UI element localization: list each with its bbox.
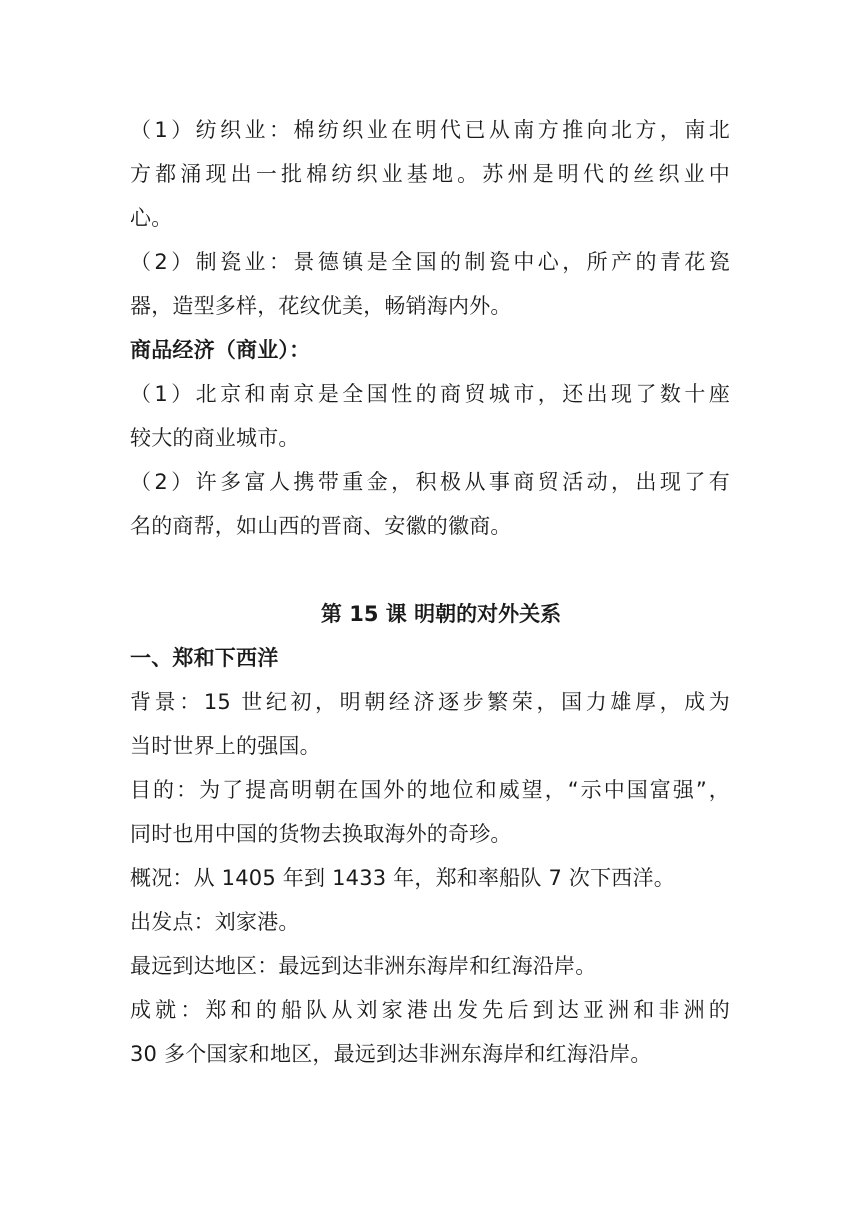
porcelain-paragraph-line-1: （2）制瓷业：景德镇是全国的制瓷中心，所产的青花瓷 [130, 250, 730, 274]
achievement-line-2: 30 多个国家和地区，最远到达非洲东海岸和红海沿岸。 [130, 1042, 652, 1066]
achievement-line-1: 成就：郑和的船队从刘家港出发先后到达亚洲和非洲的 [130, 998, 730, 1022]
document-page [130, 108, 730, 1076]
blank-line [130, 548, 730, 592]
section-heading-zheng-he: 一、郑和下西洋 [130, 646, 279, 670]
background-line-1: 背景：15 世纪初，明朝经济逐步繁荣，国力雄厚，成为 [130, 690, 730, 714]
overview-line: 概况：从 1405 年到 1433 年，郑和率船队 7 次下西洋。 [130, 866, 675, 890]
textile-paragraph-line-3: 心。 [130, 206, 173, 230]
commerce-item1-line-2: 较大的商业城市。 [130, 426, 300, 450]
farthest-line: 最远到达地区：最远到达非洲东海岸和红海沿岸。 [130, 954, 597, 978]
commerce-item1-line-1: （1）北京和南京是全国性的商贸城市，还出现了数十座 [130, 382, 730, 406]
textile-paragraph-line-1: （1）纺织业：棉纺织业在明代已从南方推向北方，南北 [130, 118, 730, 142]
textile-paragraph-line-2: 方都涌现出一批棉纺织业基地。苏州是明代的丝织业中 [130, 162, 730, 186]
background-line-2: 当时世界上的强国。 [130, 734, 321, 758]
purpose-line-1: 目的：为了提高明朝在国外的地位和威望，“示中国富强”， [130, 778, 730, 802]
departure-line: 出发点：刘家港。 [130, 910, 300, 934]
commerce-item2-line-1: （2）许多富人携带重金，积极从事商贸活动，出现了有 [130, 470, 730, 494]
porcelain-paragraph-line-2: 器，造型多样，花纹优美，畅销海内外。 [130, 294, 512, 318]
purpose-line-2: 同时也用中国的货物去换取海外的奇珍。 [130, 822, 512, 846]
commerce-heading: 商品经济（商业）： [130, 338, 311, 362]
commerce-item2-line-2: 名的商帮，如山西的晋商、安徽的徽商。 [130, 514, 512, 538]
lesson-title: 第 15 课 明朝的对外关系 [320, 602, 562, 626]
